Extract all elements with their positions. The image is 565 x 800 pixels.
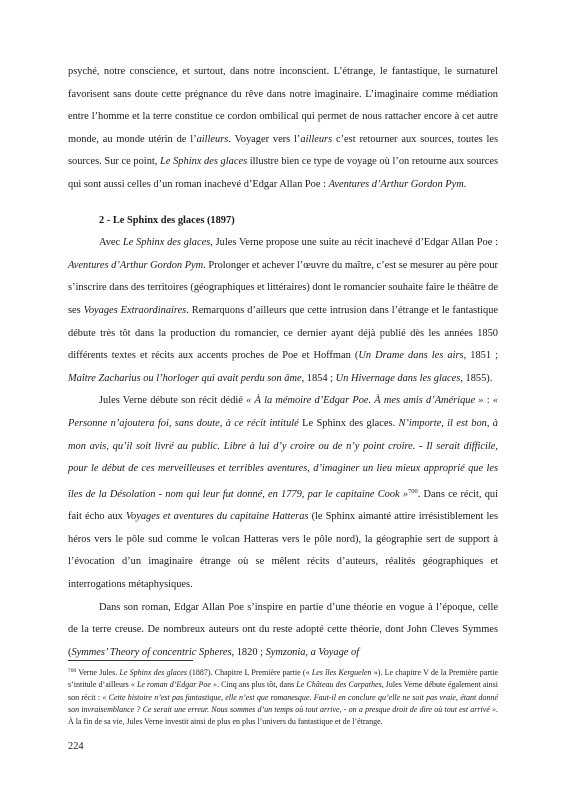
text-run: , 1820 ; [231, 646, 266, 658]
paragraph-dedication [68, 390, 498, 596]
text-run: »). Le chapitre V de la Première partie s’intitule d’ailleurs [68, 668, 499, 690]
italic-run: « Le roman d’Edgar Poe » [130, 680, 218, 690]
text-run: . Cinq ans plus tôt, dans [217, 680, 297, 690]
italic-run: Aventures d’Arthur Gordon Pym [328, 178, 464, 190]
italic-run: Aventures d’Arthur Gordon Pym [68, 259, 204, 271]
italic-run: Voyages et aventures du capitaine Hatteras [125, 511, 309, 523]
text-run: , 1854 ; [301, 372, 336, 384]
italic-run: Le Sphinx des glaces [160, 156, 248, 168]
text-run: . Dans ce récit, qui fait écho aux [68, 488, 498, 523]
text-run: c’est retourner aux sources, toutes les sources. Sur ce point, [68, 133, 499, 168]
italic-run: Le Sphinx des glaces [122, 237, 211, 249]
section-heading: 2 - Le Sphinx des glaces (1897) [99, 214, 235, 226]
italic-run: ailleurs [196, 133, 229, 145]
text-run: Jules Verne débute son récit dédié [99, 395, 247, 407]
italic-run: « À la mémoire d’Edgar Poe. À mes amis d’Amérique » [246, 395, 484, 407]
footnote-number: 700 [68, 668, 77, 674]
text-run: psyché, notre conscience, et surtout, dans notre inconscient. L’étrange, le fantastique, le surnaturel favorisent sans doute cette prégnance du rêve dans notre imaginaire. L’imaginaire comme médiation entre l’homme et la terre constitue ce cordon ombilical qui permet de nous rattacher encore à cet autre monde, au monde utérin de l’ [68, 66, 498, 145]
body-text [68, 61, 498, 664]
text-run: , 1851 ; [463, 350, 498, 362]
italic-run: N’importe, il est bon, à mon avis, qu’il soit livré au public. Libre à lui d’y croire ou de n’y point croire. - Il serait difficile, pour le début de ces merveilleuses et terribles aventures, d’imaginer un lieu mieux approprié que les îles de la Désolation - nom qui leur fut donné, en 1779, par le capitaine Cook » [68, 417, 499, 500]
text-run: (1887). Chapitre I, Première partie (« [186, 668, 312, 677]
text-run: (le Sphinx aimanté attire irrésistiblement les héros vers le pôle sud comme le volcan Hatteras vers le pôle nord), la géographie sert de support à l’évocation d’un imaginaire étrange où se mêlent récits d’auteurs, réalités géographiques et interrogations métaphysiques. [68, 511, 499, 591]
text-run: Avec [99, 237, 123, 249]
text-run: Verne Jules. [76, 668, 120, 677]
text-run: . Voyager vers l’ [228, 133, 301, 145]
footnote-separator [68, 660, 193, 661]
text-run: Le Sphinx des glaces. [298, 417, 399, 429]
page-number: 224 [68, 741, 84, 752]
text-run: . [463, 178, 467, 190]
text-run: . Remarquons d’ailleurs que cette intrusion dans l’étrange et le fantastique débute très tôt dans la production du romancier, ce dernier ayant déjà publié dès les années 1850 différents textes et récits aux accents proches de Poe et Hoffman ( [68, 304, 498, 362]
italic-run: Voyages Extraordinaires [83, 304, 187, 316]
footnote-reference[interactable]: 700 [408, 487, 418, 495]
paragraph-intro [68, 232, 498, 390]
italic-run: « Cette histoire n’est pas fantastique, elle n’est que romanesque. Faut-il en conclure qu’elle ne soit pas vraie, étant donné son invraisemblance ? Ce serait une erreur. Nous sommes d’un temps où tout arrive, - on a presque droit de dire où tout est arrivé » [68, 692, 499, 714]
text-run: . Prolonger et achever l’œuvre du maître, c’est se mesurer au père pour s’inscrire dans des territoires (géographiques et littéraires) dont le romancier souhaite faire le théâtre de ses [68, 259, 499, 316]
text-run: , Jules Verne propose une suite au récit inachevé d’Edgar Allan Poe : [210, 237, 499, 249]
italic-run: ailleurs [300, 133, 333, 145]
text-run: , 1855). [460, 372, 493, 384]
italic-run: Le Sphinx des glaces [119, 668, 187, 677]
text-run: . À la fin de sa vie, Jules Verne investit ainsi de plus en plus l’univers du fantastique et de l’étrange. [68, 704, 498, 727]
italic-run: Symzonia, a Voyage of [265, 646, 360, 658]
footnote [68, 665, 498, 728]
italic-run: Maître Zacharius ou l’horloger qui avait perdu son âme [68, 372, 302, 384]
paragraph-continued [68, 61, 498, 197]
text-run: illustre bien ce type de voyage où l’on retourne aux sources qui sont aussi celles d’un roman inachevé d’Edgar Allan Poe : [68, 156, 499, 190]
text-run: , Jules Verne débute également ainsi son récit : [68, 680, 499, 702]
italic-run: « Personne n’ajoutera foi, sans doute, à ce récit intitulé [68, 395, 498, 429]
italic-run: Symmes’ Theory of concentric Spheres [71, 646, 232, 658]
italic-run: Le Château des Carpathes [296, 680, 382, 690]
paragraph-theory [68, 597, 498, 665]
italic-run: Un Hivernage dans les glaces [335, 372, 461, 384]
italic-run: Les îles Kerguelen [311, 668, 372, 677]
italic-run: Un Drame dans les airs [358, 350, 464, 362]
text-run: Dans son roman, Edgar Allan Poe s’inspire en partie d’une théorie en vogue à l’époque, celle de la terre creuse. De nombreux auteurs ont du reste adopté cette théorie, dont John Cleves Symmes ( [68, 601, 498, 658]
text-run: : [483, 395, 493, 407]
